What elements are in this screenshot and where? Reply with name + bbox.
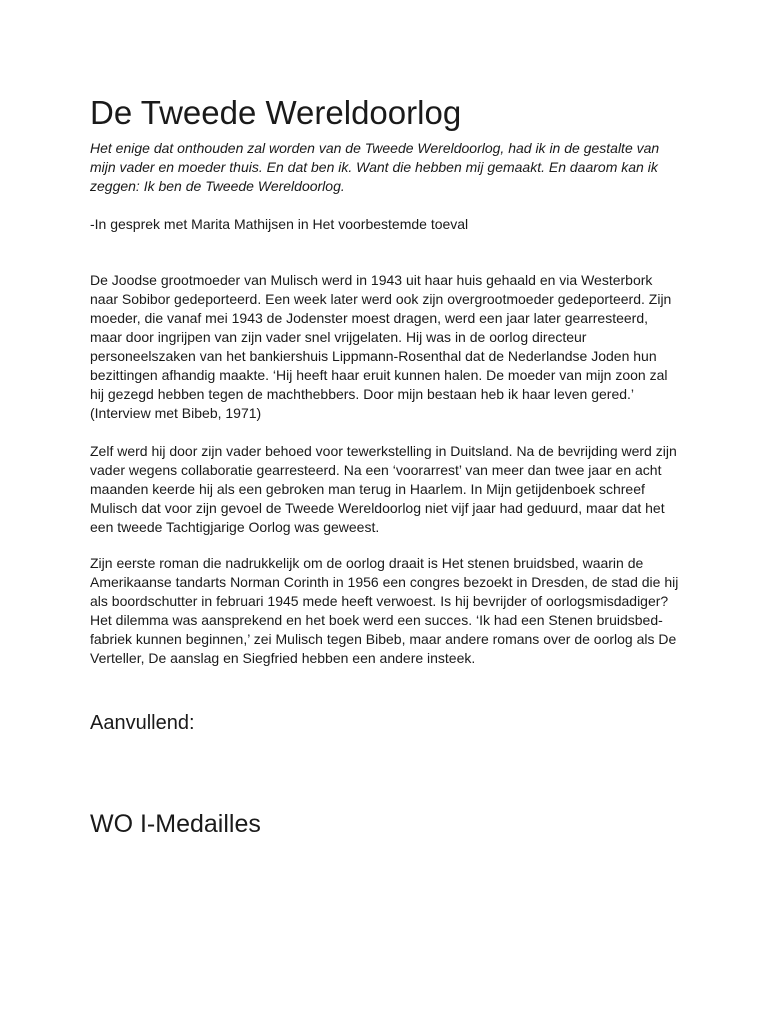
- body-paragraph: De Joodse grootmoeder van Mulisch werd in 1943 uit haar huis gehaald en via Westerbork naar Sobibor gedeporteerd. Een week later werd ook zijn overgrootmoeder gedeporteerd. Zijn moeder, die vanaf mei 1943 de Jodenster moest dragen, werd een jaar later gearresteerd, maar door ingrijpen van zijn vader snel vrijgelaten. Hij was in de oorlog directeur personeelszaken van het bankiershuis Lippmann-Rosenthal dat de Nederlandse Joden hun bezittingen afhandig maakte. ‘Hij heeft haar eruit kunnen halen. De moeder van mijn zoon zal hij gezegd hebben tegen de machthebbers. Door mijn bestaan heb ik haar leven gered.’ (Interview met Bibeb, 1971): [90, 272, 672, 421]
- quote-attribution: -In gesprek met Marita Mathijsen in Het voorbestemde toeval: [90, 216, 469, 232]
- body-paragraph: Zijn eerste roman die nadrukkelijk om de oorlog draait is Het stenen bruidsbed, waarin de Amerikaanse tandarts Norman Corinth in 1956 een congres bezoekt in Dresden, de stad die hij als boordschutter in februari 1945 mede heeft verwoest. Is hij bevrijder of oorlogsmisdadiger? Het dilemma was aansprekend en het boek werd een succes. ‘Ik had een Stenen bruidsbed-fabriek kunnen beginnen,’ zei Mulisch tegen Bibeb, maar andere romans over de oorlog als De Verteller, De aanslag en Siegfried hebben een andere insteek.: [90, 555, 679, 666]
- aanvullend-heading: Aanvullend:: [90, 712, 195, 734]
- body-paragraph: Zelf werd hij door zijn vader behoed voor tewerkstelling in Duitsland. Na de bevrijding werd zijn vader wegens collaboratie gearresteerd. Na een ‘voorarrest’ van meer dan twee jaar en acht maanden keerde hij als een gebroken man terug in Haarlem. In Mijn getijdenboek schreef Mulisch dat voor zijn gevoel de Tweede Wereldoorlog niet vijf jaar had geduurd, maar dat het een tweede Tachtigjarige Oorlog was geweest.: [90, 443, 677, 535]
- quote-text: Het enige dat onthouden zal worden van de Tweede Wereldoorlog, had ik in de gestalte van mijn vader en moeder thuis. En dat ben ik. Want die hebben mij gemaakt. En daarom kan ik zeggen: Ik ben de Tweede Wereldoorlog.: [90, 140, 660, 194]
- section-heading: WO I-Medailles: [90, 810, 261, 838]
- page-title: De Tweede Wereldoorlog: [90, 94, 462, 131]
